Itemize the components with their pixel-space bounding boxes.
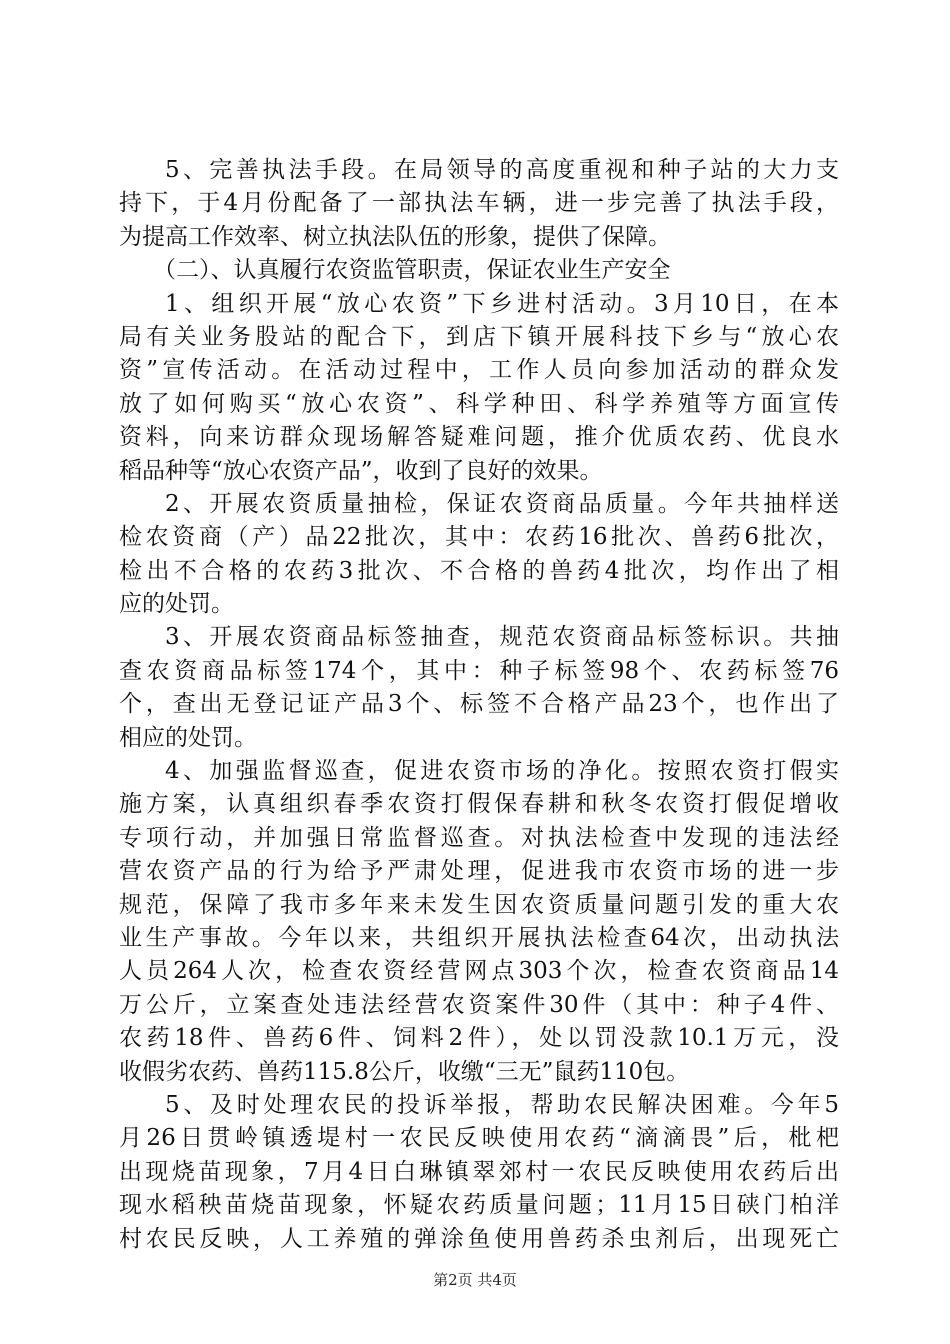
paragraph-line: 月26日贯岭镇透堤村一农民反映使用农药“滴滴畏”后，枇杷 [119,1125,839,1152]
page-number-label: 第2页 共4页 [433,1271,517,1289]
paragraph-line: 施方案，认真组织春季农资打假保春耕和秋冬农资打假促增收 [119,791,839,818]
page-footer [0,1270,950,1290]
paragraph-line: 营农资产品的行为给予严肃处理，促进我市农资市场的进一步 [119,858,839,885]
paragraph-line: 规范，保障了我市多年来未发生因农资质量问题引发的重大农 [119,891,839,918]
paragraph-line: 个，查出无登记证产品3个、标签不合格产品23个，也作出了 [119,691,839,718]
document-body [119,154,839,1256]
paragraph-line: 出现烧苗现象，7月4日白琳镇翠郊村一农民反映使用农药后出 [119,1158,839,1185]
paragraph-line: 资”宣传活动。在活动过程中，工作人员向参加活动的群众发 [119,357,839,384]
paragraph-line: 放了如何购买“放心农资”、科学种田、科学养殖等方面宣传 [119,390,839,417]
paragraph-line: 人员264人次，检查农资经营网点303个次，检查农资商品14 [119,958,839,985]
paragraph-line: 万公斤，立案查处违法经营农资案件30件（其中：种子4件、 [119,991,839,1018]
paragraph-line: 稻品种等“放心农资产品”，收到了良好的效果。 [119,457,603,484]
paragraph-line: 5、及时处理农民的投诉举报，帮助农民解决困难。今年5 [165,1091,839,1118]
paragraph-line: 5、完善执法手段。在局领导的高度重视和种子站的大力支 [165,157,839,183]
paragraph-line: 4、加强监督巡查，促进农资市场的净化。按照农资打假实 [165,758,839,785]
paragraph-line: 查农资商品标签174个，其中：种子标签98个、农药标签76 [119,657,839,684]
paragraph-line: 相应的处罚。 [119,724,257,751]
paragraph-line: 1、组织开展“放心农资”下乡进村活动。3月10日，在本 [165,290,839,317]
paragraph-line: 专项行动，并加强日常监督巡查。对执法检查中发现的违法经 [119,824,839,851]
paragraph-line: 2、开展农资质量抽检，保证农资商品质量。今年共抽样送 [165,490,839,517]
paragraph-line: 现水稻秧苗烧苗现象，怀疑农药质量问题；11月15日硖门柏洋 [119,1192,839,1219]
paragraph-line: 持下，于4月份配备了一部执法车辆，进一步完善了执法手段， [119,190,839,217]
paragraph-line: 为提高工作效率、树立执法队伍的形象，提供了保障。 [119,223,671,250]
paragraph-line: 3、开展农资商品标签抽查，规范农资商品标签标识。共抽 [165,624,839,651]
paragraph-line: 业生产事故。今年以来，共组织开展执法检查64次，出动执法 [119,924,839,951]
paragraph-line: 收假劣农药、兽药115.8公斤，收缴“三无”鼠药110包。 [119,1058,690,1085]
paragraph-line: 农药18件、兽药6件、饲料2件），处以罚没款10.1万元，没 [119,1025,839,1052]
section-heading: （二）、认真履行农资监管职责，保证农业生产安全 [153,257,671,284]
paragraph-line: 应的处罚。 [119,591,234,618]
paragraph-line: 检农资商（产）品22批次，其中：农药16批次、兽药6批次， [119,524,839,551]
paragraph-line: 检出不合格的农药3批次、不合格的兽药4批次，均作出了相 [119,557,839,584]
paragraph-line: 资料，向来访群众现场解答疑难问题，推介优质农药、优良水 [119,424,839,451]
paragraph-line: 村农民反映，人工养殖的弹涂鱼使用兽药杀虫剂后，出现死亡 [119,1225,839,1252]
paragraph-line: 局有关业务股站的配合下，到店下镇开展科技下乡与“放心农 [119,323,839,350]
